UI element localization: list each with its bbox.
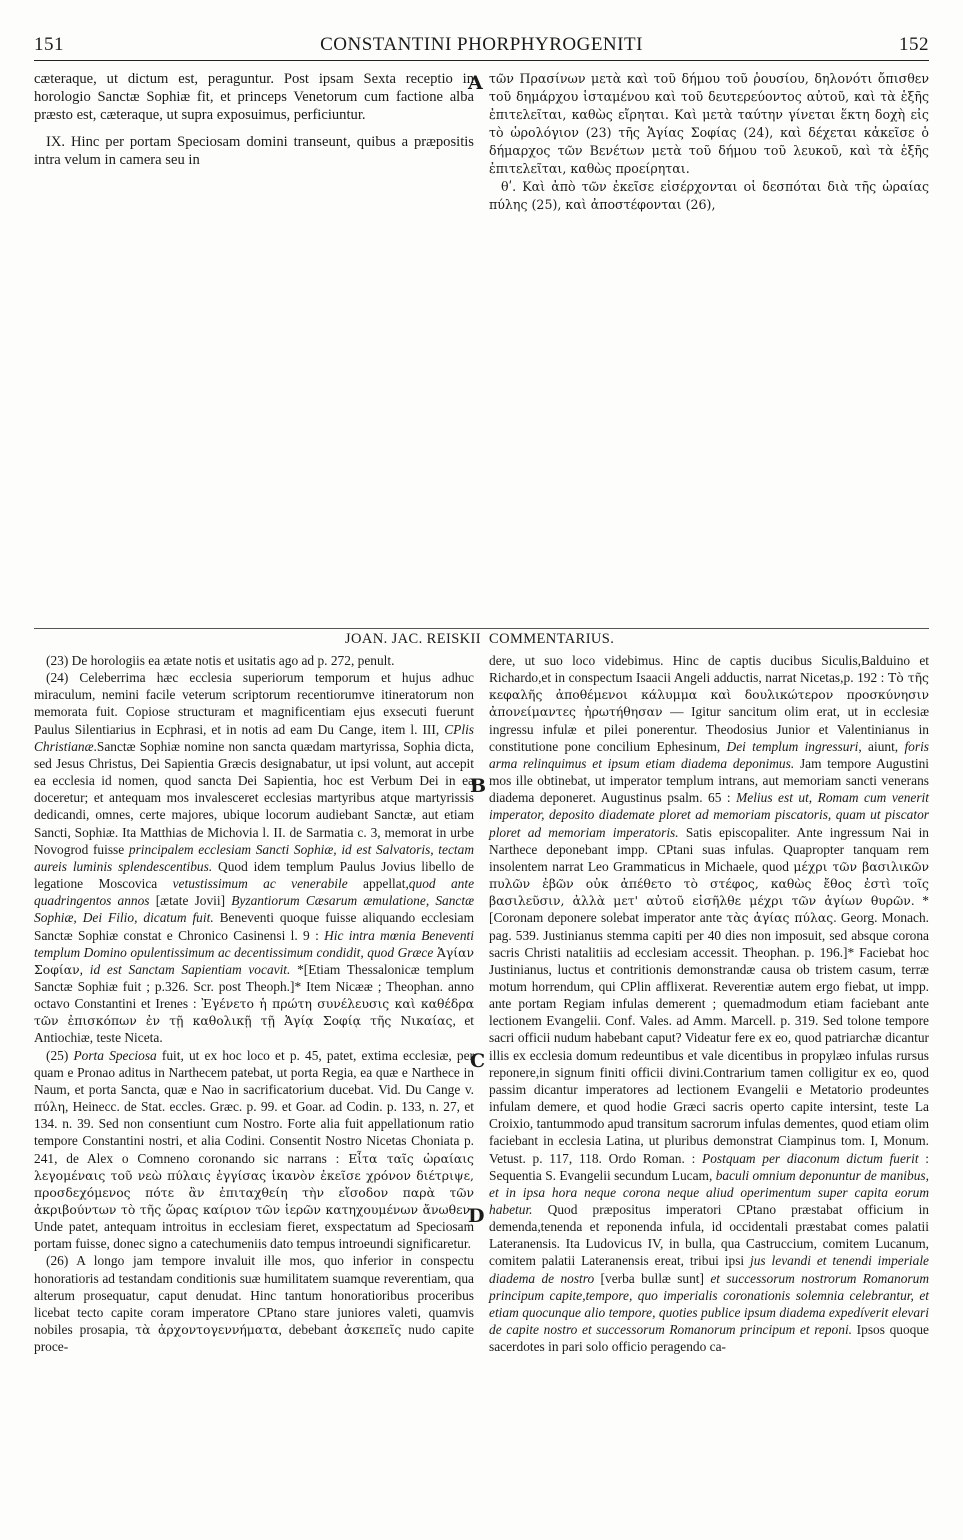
commentary-text: Ipsos quoque sacerdotes in pari solo officio peragendo ca- [489,1322,929,1355]
commentary-heading-left: JOAN. JAC. REISKII [344,631,481,647]
commentary-greek: μέχρι τῶν βασιλικῶν πυλῶν ἐβῶν οὐκ ἀπέθετο τὸ στέφος, καθὼς ἔθος ἐστὶ τοῖς βασιλεῦσιν, ἀλλὰ μετ' αὐτοῦ εἰσῆλθε μέχρι τῶν ἁγίων θυρῶν. [489,858,930,909]
page-number-right: 152 [899,34,929,55]
commentary-text: — Igitur sancitum olim erat, ut in ecclesiæ ingressu infulæ et pilei ponerentur. Theodosius Junior et Valentinianus in constitutione pone concilium Ephesinum, [489,704,930,754]
commentary-italic: Melius est ut, Romam cum venerit imperator, deposito diademate ploret ad memoriam piscatoris, quam ut piscator ploret ad memoriam imperatoris. [489,790,930,840]
main-text-left [34,70,474,169]
margin-marker-a: A [468,72,483,94]
commentary-italic: foris arma relinquimus et ipsum etiam diadema deponimus. [489,738,930,771]
spacer [34,124,474,133]
commentary-italic: et successorum nostrorum Romanorum principum capite,tempore, quo imperialis coronationis solemnia celebrantur, et etiam quocunque alio tempore, quoties publice ipsum diadema expedíverit elevari de capite nostro et successorum Romanorum principum et reponi. [489,1270,929,1338]
note-24-text: appellat, [347,876,409,892]
note-25-greek: πύλη [34,1099,65,1115]
page-number-left: 151 [34,34,64,55]
commentary-right-text [489,652,929,1355]
note-24-text: Beneventi quoque fuisse aliquando ecclesiam Sanctæ Sophiæ constat e Chronico Casinensi l. 9 : [34,910,474,943]
note-26-text: nudo capite proce- [34,1322,474,1355]
note-26-text: , debebant [278,1322,345,1338]
commentary-text: . Georg. Monach. pag. 539. Justinianus stemma capiti per 40 dies non imposuit, sed absque corona sacris Christi natalitiis ad ecclesiam accessit. Theophan. p. 196.]* Faciebat hoc Justinianus, luctus et contritionis demonstrandæ causa ob tristem casum, terræ motum horrendum, qui CPlin afflixerat. Reverentiæ autem ergo fiebat, ut impp. ante portam Regiam infulas demerent ; quemadmodum etiam faciebant ante lectionem Evangelii. Conf. Vales. ad Amm. Marcell. p. 319. Sed tolone tempore sacri officii nudum habebant caput? Videatur fere ex eo, quod patriarchæ dicantur illis ex ecclesia domum redeuntibus et vale dicentibus in propylæo infulas rursus reponere,in signum finiti officii divini.Contrarium tamen colligitur ex eo, quod passim dicantur imperatores ad lectionem Evangelii e Metatorio prodeuntes infulam demere, et quod hodie Græci sacris operto capite intersint, teste La Croixio, tantummodo apud transitum sacrorum infulas dementes, quod etiam olim faciebant in ecclesia Latina, ut pluribus demonstrat Ciampinus tom. I, Monum. Vetust. p. 117, 118. Ordo Roman. : [489,910,930,1166]
commentary-divider [34,628,929,629]
note-25-greek: Εἶτα ταῖς ὡραίαις λεγομέναις τοῦ νεὼ πύλαις ἐγγίσας ἱκανὸν ἐκεῖσε χρόνον διέτριψε, προσδεχόμενος πότε ἂν ἐπιταχθείη τὴν εἴσοδον παρὰ τῶν ἀκριβούντων τὸ τῆς ὥρας καίριον τῶν ἱερῶν κατηχουμένων ἄνωθεν. [34,1150,474,1217]
commentary-italic: baculi omnium deponuntur de manibus, et in ipsa hora neque corona neque aliud operimentum super capita eorum habetur. [489,1167,929,1217]
note-24-greek: Ἐγένετο ἡ πρώτη συνέλευσις καὶ καθέδρα τῶν ἐπισκόπων ἐν τῇ καθολικῇ τῇ Ἁγίᾳ Σοφίᾳ τῆς Νικαίας [34,996,474,1029]
note-24-text: , et Antiochiæ, teste Niceta. [34,1013,475,1046]
note-25 [34,1047,474,1253]
note-24-greek: Ἁγίαν Σοφίαν [34,944,474,977]
note-24-text: .Sanctæ Sophiæ nomine non sancta quædam martyrissa, Sophia dicta, sed Jesus Christus, Dei Sapientia Græcis designabatur, ut ipsi volunt, aut accepit ea ecclesia id nomen, quod sancta Dei Sapientia, hoc est Verbum Dei in ea doceretur; et antequam mos invalesceret ecclesias martyribus atque martyrissis dedicandi, omnes, certe majores, ubique locorum audiebant Sanctæ, aut etiam Sancti, Sophiæ. Ita Matthias de Michovia l. II. de Sarmatia c. 3, memorat in urbe Novogrod fuisse [34,738,474,857]
note-24-text: Quod idem templum Paulus Jovius libello de legatione Moscovica [34,858,474,892]
note-24-italic: principalem ecclesiam Sancti Sophiæ, id est Salvatoris, tectam aureis luminis splendescentibus. [34,841,474,874]
note-24-italic: quod ante quadringentos annos [34,876,475,909]
note-24-text: [ætate Jovii] [149,893,232,909]
commentary-right [489,652,929,1355]
commentary-text: , aiunt, [858,738,905,754]
note-24-text: *[Etiam Thessalonicæ templum Sanctæ Sophiæ fuit ; p.326. Scr. post Theoph.]* Item Nicææ ; Theophan. anno octavo Constantini et Irenes : [34,961,474,1012]
commentary-text: Jam tempore Augustini mos ille obtinebat, ut imperator templum intrans, aut memoriam sancti venerans diadema deponeret. Augustinus psalm. 65 : [489,755,930,806]
margin-marker-c: C [470,1050,486,1072]
note-23: (23) De horologiis ea ætate notis et usitatis ago ad p. 272, penult. [46,653,395,668]
commentary-text: dere, ut suo loco videbimus. Hinc de captis ducibus Siculis,Balduino et Richardo,et in conspectum Isaacii Angeli adductis, narrat Nicetas,p. 192 : [489,653,929,686]
main-text-right [489,70,929,214]
note-25-text: Unde patet, antequam introitus in ecclesiam fieret, exspectatum ad Speciosam portam fuisse, donec signo a catechumeniis dato tempus introeundi significaretur. [34,1219,474,1252]
note-26 [34,1252,474,1355]
note-24-italic: Byzantiorum Cæsarum æmulatione, Sanctæ Sophiæ, Dei Filio, dicatum fuit. [34,893,475,926]
commentary-text: Quod præpositus imperatori CPtano præstabat officium in demenda,tenenda et reponenda infula, id occidentali præstabat comes palatii Lateranensis. Ita Ludovicus IV, in bulla, qua Castruccium, comitem Lucanum, comitem palatii Lateranensis ereat, tribui ipsi [489,1202,929,1269]
note-24-text: (24) Celeberrima hæc ecclesia superiorum temporum et hujus adhuc miraculum, nemini facile veterum scriptorum recentiorumve itineratorum non memorata fuit. Copiose structuram et magnificentiam ejus exsecuti fuerunt Paulus Silentiarius in Ecphrasi, et in notis ad eam Du Cange, item l. III, [34,670,474,737]
note-26-text: (26) A longo jam tempore invaluit ille mos, quo inferior in conspectu honoratioris ad testandam conditionis suæ humilitatem suamque reverentiam, qua alterum prosequatur, caput denudat. Hinc tantum honoratioribus proceribus licebat tecto capite coram imperatore CPtano stare juniores valeti, quamvis nobiles prosapia, [34,1253,474,1338]
note-24-italic: Hic intra mœnia Beneventi templum Domino opulentissimum ac decentissimum condidit, quod Græce [34,927,474,960]
running-title: CONSTANTINI PHORPHYROGENITI [320,34,643,55]
note-25-text: fuit, ut ex hoc loco et p. 45, patet, extima ecclesiæ, per quam e Pronao aditus in Narthecem patebat, ut porta Regia, ea quæ e Narthece in Naum, et porta Sancta, quæ e Nao in sacrificatorium ducebat. Vid. Du Cange v. [34,1047,474,1097]
note-25-text: (25) [46,1047,74,1063]
commentary-text: : Sequentia S. Evangelii secundum Lucam, [489,1150,929,1183]
note-24-italic: vetustissimum ac venerabile [172,876,348,892]
note-26-greek: ἀσκεπεῖς [344,1322,402,1338]
commentary-left [34,652,474,1355]
main-right-paragraph-1: τῶν Πρασίνων μετὰ καὶ τοῦ δήμου τοῦ ῥουσίου, δηλονότι ὄπισθεν τοῦ δημάρχου ἱσταμένου καὶ τοῦ δευτερεύοντος αὐτοῦ, καὶ τὰ ἑξῆς ἐπιτελεῖται, καθὼς εἴρηται. Καὶ μετὰ ταύτην γίνεται ἕκτη δοχὴ εἰς τὸ ὡρολόγιον (23) τῆς Ἁγίας Σοφίας (24), καὶ δέχεται κἀκεῖσε ὁ δήμαρχος τῶν Βενέτων μετὰ τοῦ δήμου τοῦ λευκοῦ, καὶ τὰ ἑξῆς ἐπιτελεῖται, καθὼς προείρηται. [489,71,929,176]
commentary-heading-right: COMMENTARIUS. [489,631,615,647]
main-right-paragraph-2: θʹ. Καὶ ἀπὸ τῶν ἐκεῖσε εἰσέρχονται οἱ δεσπόται διὰ τῆς ὡραίας πύλης (25), καὶ ἀποστέφονται (26), [489,179,929,212]
commentary-greek: Τὸ τῆς κεφαλῆς ἀποθέμενοι κάλυμμα καὶ δουλικώτερον προσκύνησιν ἀπονείμαντες ἠρωτήθησαν [489,670,929,720]
note-25-italic: Porta Speciosa [73,1047,157,1063]
page-header [34,30,929,61]
margin-marker-d: D [468,1205,485,1227]
commentary-text: *[Coronam deponere solebat imperator ante [489,893,929,926]
margin-marker-b: B [470,775,487,797]
commentary-italic: jus levandi et tenendi imperiale diadema de nostro [489,1253,929,1286]
main-left-paragraph-1: cæteraque, ut dictum est, peraguntur. Post ipsam Sexta receptio in horologio Sanctæ Sophiæ fit, et princeps Venetorum cum factione alba præsto est, cæteraque, ut supra exposuimus, perficiuntur. [34,71,474,123]
main-left-paragraph-2: IX. Hinc per portam Speciosam domini transeunt, quibus a præpositis intra velum in camera seu in [34,134,474,168]
note-24-italic: , id est Sanctam Sapientiam vocavit. [79,961,291,977]
note-25-text: , Heinecc. de Stat. eccles. Græc. p. 99. et Goar. ad Codin. p. 133, n. 27, et 134. n. 39. Sed non consentiunt cum Nostro. Forte alia fuit appellationum ratio tempore Constantini nostri, et alia Codini. Consentit Nostro Nicetas Choniata p. 241, de Alex o Comneno coronando sic narrans : [34,1099,474,1166]
note-24 [34,669,474,1046]
commentary-greek: τὰς ἁγίας πύλας [726,910,834,926]
commentary-text: Satis episcopaliter. Ante ingressum Nai in Narthece deponebant impp. CPtani suas infulas. Quapropter tanquam rem insolentem narrat Leo Grammaticus in Michaele, quod [489,824,929,874]
commentary-text: [verba bullæ sunt] [594,1270,711,1286]
note-24-italic: CPlis Christianæ [34,721,474,754]
commentary-italic: Dei templum ingressuri [726,738,859,754]
note-26-greek: τὰ ἀρχοντογεννήματα [135,1322,279,1338]
commentary-italic: Postquam per diaconum dictum fuerit [702,1150,919,1166]
